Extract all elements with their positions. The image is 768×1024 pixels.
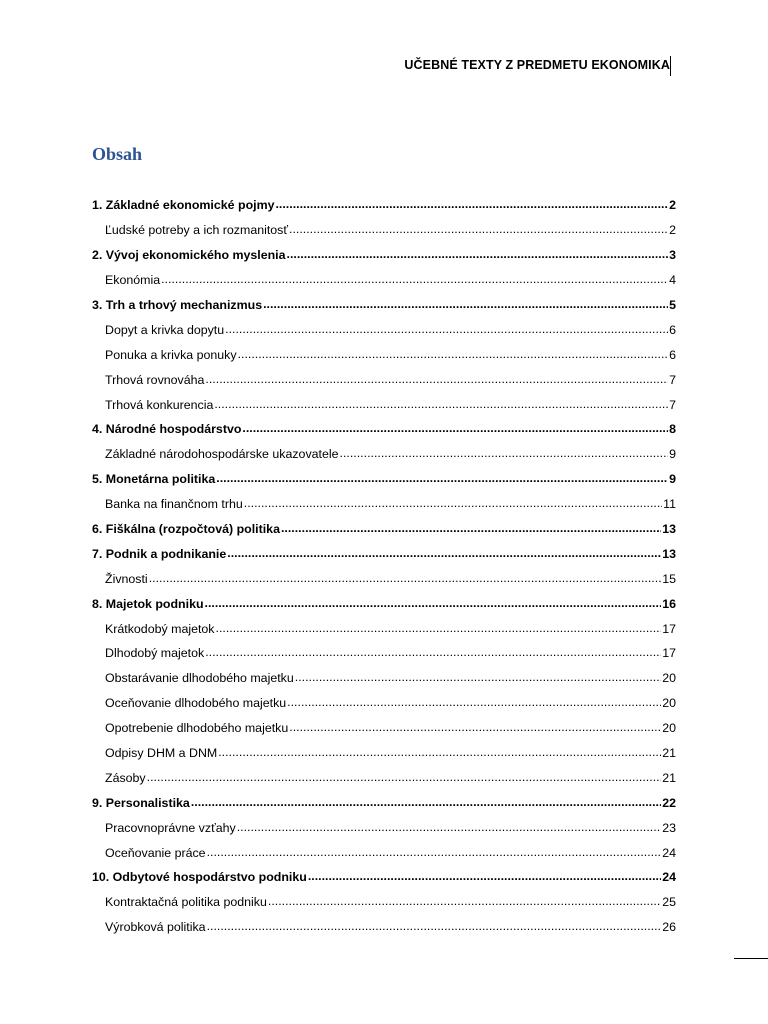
toc-leader-dots <box>214 396 668 408</box>
toc-entry-page: 7 <box>669 372 676 387</box>
toc-entry[interactable] <box>92 446 676 471</box>
toc-entry-page: 7 <box>669 397 676 412</box>
toc-entry-label: 6. Fiškálna (rozpočtová) politika <box>92 521 280 536</box>
toc-entry-label: Výrobková politika <box>105 920 206 935</box>
toc-entry[interactable] <box>92 670 676 695</box>
toc-leader-dots <box>287 695 661 707</box>
toc-entry[interactable] <box>92 844 676 869</box>
toc-leader-dots <box>216 471 668 483</box>
toc-entry-label: 9. Personalistika <box>92 795 190 810</box>
toc-entry[interactable] <box>92 745 676 770</box>
toc-entry-page: 24 <box>662 870 676 885</box>
toc-entry[interactable] <box>92 421 676 446</box>
toc-entry[interactable] <box>92 794 676 819</box>
toc-leader-dots <box>227 545 661 557</box>
toc-entry-label: Kontraktačná politika podniku <box>105 895 267 910</box>
toc-entry-page: 16 <box>662 596 676 611</box>
toc-entry-page: 20 <box>662 696 676 711</box>
toc-leader-dots <box>191 794 661 806</box>
toc-entry-page: 21 <box>662 770 676 785</box>
toc-entry[interactable] <box>92 769 676 794</box>
toc-entry-label: Trhová rovnováha <box>105 372 205 387</box>
toc-entry-label: Ekonómia <box>105 273 161 288</box>
toc-entry[interactable] <box>92 521 676 546</box>
toc-entry-label: Zásoby <box>105 770 146 785</box>
toc-entry-label: 10. Odbytové hospodárstvo podniku <box>92 870 307 885</box>
toc-leader-dots <box>205 595 662 607</box>
toc-leader-dots <box>161 272 668 284</box>
toc-entry-page: 6 <box>669 347 676 362</box>
toc-entry-page: 3 <box>669 248 676 263</box>
header-divider <box>670 56 671 76</box>
toc-entry-page: 25 <box>662 895 676 910</box>
toc-entry-page: 9 <box>669 447 676 462</box>
toc-entry[interactable] <box>92 346 676 371</box>
toc-leader-dots <box>238 346 669 358</box>
toc-entry-page: 9 <box>669 472 676 487</box>
toc-entry[interactable] <box>92 247 676 272</box>
toc-entry-label: Oceňovanie dlhodobého majetku <box>105 696 287 711</box>
toc-leader-dots <box>149 570 662 582</box>
toc-entry-label: Dlhodobý majetok <box>105 646 205 661</box>
toc-leader-dots <box>275 197 668 209</box>
toc-entry-page: 13 <box>662 546 676 561</box>
toc-entry-page: 23 <box>662 820 676 835</box>
toc-leader-dots <box>263 297 668 309</box>
toc-entry-label: Pracovnoprávne vzťahy <box>105 820 236 835</box>
toc-leader-dots <box>244 496 662 508</box>
toc-entry[interactable] <box>92 222 676 247</box>
toc-entry[interactable] <box>92 197 676 222</box>
toc-entry-label: 1. Základné ekonomické pojmy <box>92 198 275 213</box>
toc-entry-label: 3. Trh a trhový mechanizmus <box>92 297 263 312</box>
toc-leader-dots <box>205 371 668 383</box>
toc-entry[interactable] <box>92 297 676 322</box>
toc-entry-label: Obstarávanie dlhodobého majetku <box>105 671 294 686</box>
toc-entry[interactable] <box>92 321 676 346</box>
footer-rule <box>734 958 768 959</box>
toc-entry-label: Banka na finančnom trhu <box>105 497 243 512</box>
toc-entry-page: 17 <box>662 646 676 661</box>
toc-entry-page: 26 <box>662 920 676 935</box>
toc-title: Obsah <box>92 144 143 164</box>
toc-entry-page: 4 <box>669 273 676 288</box>
toc-entry[interactable] <box>92 869 676 894</box>
toc-entry[interactable] <box>92 620 676 645</box>
toc-entry[interactable] <box>92 371 676 396</box>
toc-entry[interactable] <box>92 695 676 720</box>
toc-leader-dots <box>147 769 662 781</box>
toc-entry-page: 6 <box>669 322 676 337</box>
toc-leader-dots <box>295 670 661 682</box>
toc-leader-dots <box>287 247 669 259</box>
toc-entry-page: 20 <box>662 671 676 686</box>
toc-entry-label: Trhová konkurencia <box>105 397 214 412</box>
toc-entry-page: 22 <box>662 795 676 810</box>
toc-leader-dots <box>205 645 661 657</box>
toc-leader-dots <box>289 720 661 732</box>
toc-entry[interactable] <box>92 645 676 670</box>
toc-entry-page: 5 <box>669 297 676 312</box>
toc-entry-page: 11 <box>663 497 676 512</box>
toc-entry-page: 20 <box>662 721 676 736</box>
toc-entry-page: 13 <box>662 521 676 536</box>
toc-leader-dots <box>340 446 669 458</box>
toc-entry-label: Odpisy DHM a DNM <box>105 745 218 760</box>
toc-leader-dots <box>242 421 668 433</box>
toc-entry[interactable] <box>92 919 676 944</box>
toc-leader-dots <box>207 919 662 931</box>
toc-entry-label: Živnosti <box>105 571 148 586</box>
toc-entry-label: 7. Podnik a podnikanie <box>92 546 227 561</box>
toc-leader-dots <box>216 620 662 632</box>
toc-entry-label: Ponuka a krivka ponuky <box>105 347 237 362</box>
toc-entry-label: 5. Monetárna politika <box>92 472 216 487</box>
toc-entry[interactable] <box>92 819 676 844</box>
toc-leader-dots <box>289 222 668 234</box>
toc-entry-page: 21 <box>662 745 676 760</box>
toc-entry-label: Oceňovanie práce <box>105 845 206 860</box>
toc-entry-page: 8 <box>669 422 676 437</box>
toc-entry[interactable] <box>92 720 676 745</box>
toc-entry-page: 15 <box>662 571 676 586</box>
toc-entry-page: 17 <box>662 621 676 636</box>
toc-leader-dots <box>225 321 668 333</box>
toc-entry[interactable] <box>92 396 676 421</box>
toc-entry[interactable] <box>92 894 676 919</box>
toc-entry[interactable] <box>92 545 676 570</box>
toc-entry-label: Ľudské potreby a ich rozmanitosť <box>105 223 289 238</box>
toc-leader-dots <box>268 894 661 906</box>
toc-entry-page: 24 <box>662 845 676 860</box>
toc-leader-dots <box>218 745 661 757</box>
toc-entry-label: 4. Národné hospodárstvo <box>92 422 242 437</box>
toc-leader-dots <box>281 521 661 533</box>
toc-leader-dots <box>308 869 661 881</box>
toc-entry-label: 2. Vývoj ekonomického myslenia <box>92 248 286 263</box>
running-header: UČEBNÉ TEXTY Z PREDMETU EKONOMIKA <box>404 58 670 72</box>
toc-entry-label: Základné národohospodárske ukazovatele <box>105 447 339 462</box>
toc-entry-page: 2 <box>669 223 676 238</box>
toc-entry-label: Opotrebenie dlhodobého majetku <box>105 721 289 736</box>
toc-entry[interactable] <box>92 272 676 297</box>
toc-entry[interactable] <box>92 471 676 496</box>
toc-entry-page: 2 <box>669 198 676 213</box>
toc-leader-dots <box>237 819 662 831</box>
toc-leader-dots <box>207 844 662 856</box>
toc-entry-label: Krátkodobý majetok <box>105 621 215 636</box>
toc-entry[interactable] <box>92 595 676 620</box>
toc-entry[interactable] <box>92 496 676 521</box>
toc-entry[interactable] <box>92 570 676 595</box>
table-of-contents <box>92 197 676 944</box>
toc-entry-label: 8. Majetok podniku <box>92 596 204 611</box>
toc-entry-label: Dopyt a krivka dopytu <box>105 322 225 337</box>
